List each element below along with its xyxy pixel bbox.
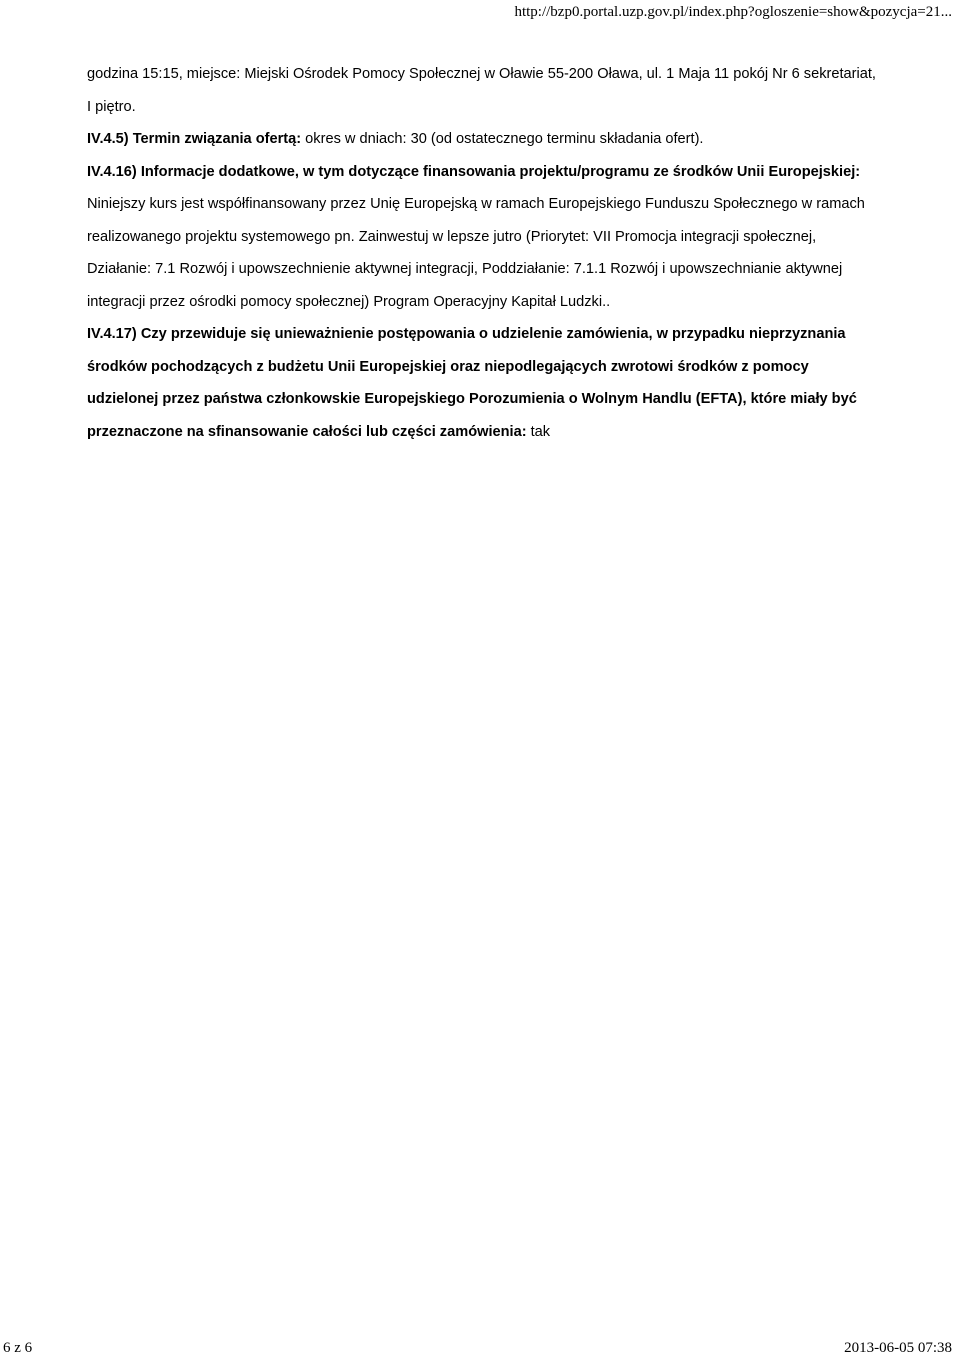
- document-body: [87, 58, 877, 448]
- section-iv-4-16: [87, 156, 877, 319]
- page-number: 6 z 6: [3, 1340, 33, 1356]
- section-iv-4-17: [87, 318, 877, 448]
- section-iv-4-5: [87, 123, 877, 156]
- print-timestamp: 2013-06-05 07:38: [844, 1340, 952, 1356]
- section-text: okres w dniach: 30 (od ostatecznego terminu składania ofert).: [301, 131, 704, 147]
- section-text: Niniejszy kurs jest współfinansowany przez Unię Europejską w ramach Europejskiego Funduszu Społecznego w ramach realizowanego projektu systemowego pn. Zainwestuj w lepsze jutro (Priorytet: VII Promocja integracji społecznej, Działanie: 7.1 Rozwój i upowszechnienie aktywnej integracji, Poddziałanie: 7.1.1 Rozwój i upowszechnianie aktywnej integracji przez ośrodki pomocy społecznej) Program Operacyjny Kapitał Ludzki..: [87, 196, 865, 310]
- location-paragraph: godzina 15:15, miejsce: Miejski Ośrodek Pomocy Społecznej w Oławie 55-200 Oława, ul. 1 Maja 11 pokój Nr 6 sekretariat, I piętro.: [87, 66, 876, 115]
- section-heading: IV.4.5) Termin związania ofertą:: [87, 131, 302, 147]
- section-text: tak: [526, 423, 551, 440]
- section-heading: IV.4.16) Informacje dodatkowe, w tym dotyczące finansowania projektu/programu ze środków Unii Europejskiej:: [87, 163, 861, 180]
- section-heading: IV.4.17) Czy przewiduje się unieważnienie postępowania o udzielenie zamówienia, w przypadku nieprzyznania środków pochodzących z budżetu Unii Europejskiej oraz niepodlegających zwrotowi środków z pomocy udzielonej przez państwa członkowskie Europejskiego Porozumienia o Wolnym Handlu (EFTA), które miały być przeznaczone na sfinansowanie całości lub części zamówienia:: [87, 326, 857, 440]
- page-url: http://bzp0.portal.uzp.gov.pl/index.php?ogloszenie=show&pozycja=21...: [514, 4, 952, 20]
